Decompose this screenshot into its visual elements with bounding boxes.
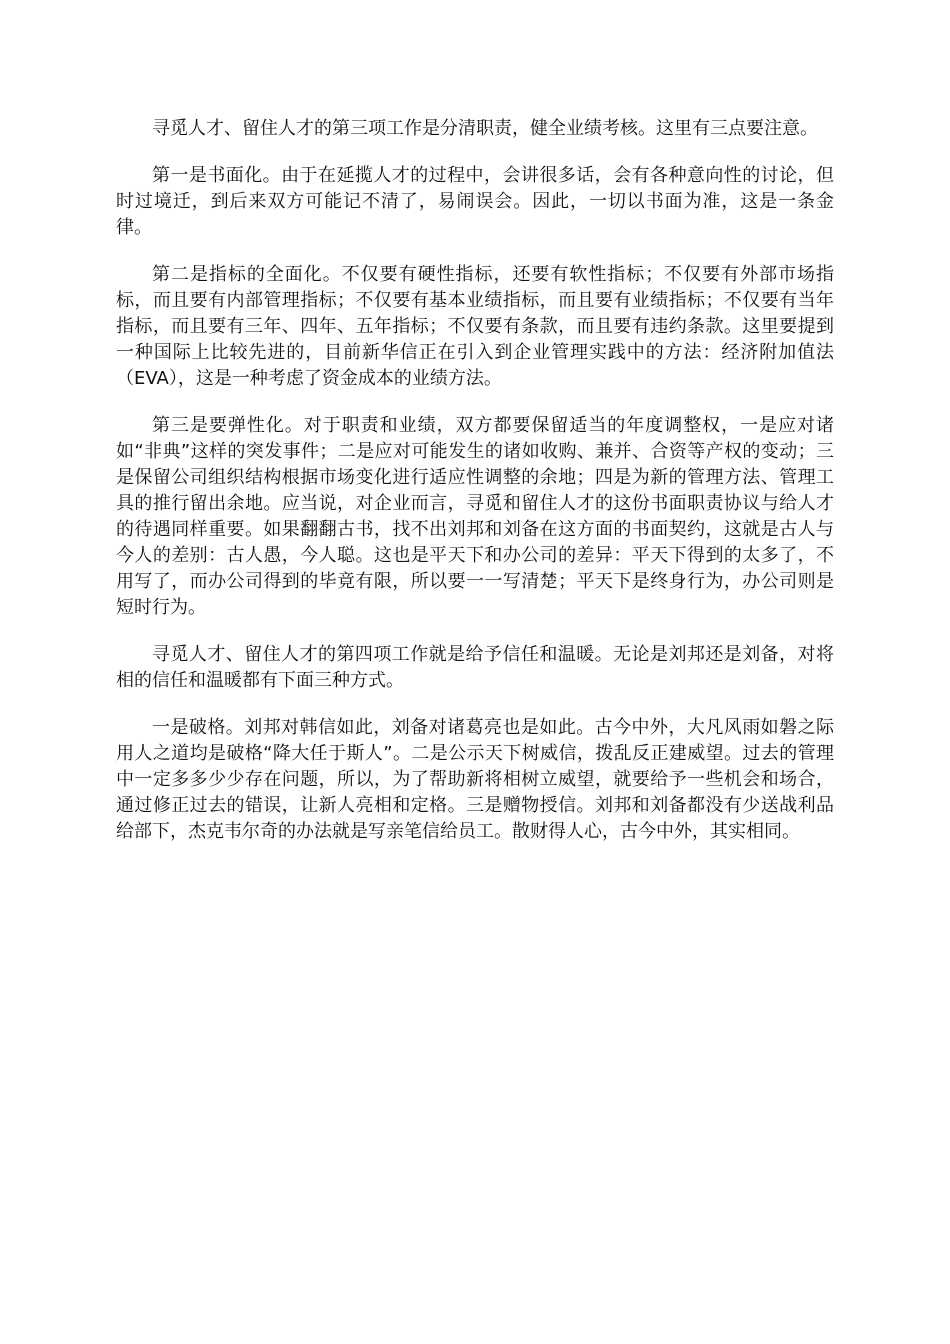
document-body [116,116,834,866]
paragraph: 第一是书面化。由于在延揽人才的过程中，会讲很多话，会有各种意向性的讨论，但时过境迁，到后来双方可能记不清了，易闹误会。因此，一切以书面为准，这是一条金律。 [116,165,834,238]
paragraph: 第二是指标的全面化。不仅要有硬性指标，还要有软性指标；不仅要有外部市场指标，而且要有内部管理指标；不仅要有基本业绩指标，而且要有业绩指标；不仅要有当年指标，而且要有三年、四年、五年指标；不仅要有条款，而且要有违约条款。这里要提到一种国际上比较先进的，目前新华信正在引入到企业管理实践中的方法：经济附加值法（EVA），这是一种考虑了资金成本的业绩方法。 [116,264,834,389]
paragraph: 寻觅人才、留住人才的第三项工作是分清职责，健全业绩考核。这里有三点要注意。 [152,118,818,139]
paragraph: 第三是要弹性化。对于职责和业绩，双方都要保留适当的年度调整权，一是应对诸如“非典”这样的突发事件；二是应对可能发生的诸如收购、兼并、合资等产权的变动；三是保留公司组织结构根据市场变化进行适应性调整的余地；四是为新的管理方法、管理工具的推行留出余地。应当说，对企业而言，寻觅和留住人才的这份书面职责协议与给人才的待遇同样重要。如果翻翻古书，找不出刘邦和刘备在这方面的书面契约，这就是古人与今人的差别：古人愚，今人聪。这也是平天下和办公司的差异：平天下得到的太多了，不用写了，而办公司得到的毕竟有限，所以要一一写清楚；平天下是终身行为，办公司则是短时行为。 [116,415,834,618]
paragraph: 一是破格。刘邦对韩信如此，刘备对诸葛亮也是如此。古今中外，大凡风雨如磐之际用人之道均是破格“降大任于斯人”。二是公示天下树威信，拨乱反正建威望。过去的管理中一定多多少少存在问题，所以，为了帮助新将相树立威望，就要给予一些机会和场合，通过修正过去的错误，让新人亮相和定格。三是赠物授信。刘邦和刘备都没有少送战利品给部下，杰克韦尔奇的办法就是写亲笔信给员工。散财得人心，古今中外，其实相同。 [116,717,834,842]
paragraph: 寻觅人才、留住人才的第四项工作就是给予信任和温暖。无论是刘邦还是刘备，对将相的信任和温暖都有下面三种方式。 [116,644,834,691]
